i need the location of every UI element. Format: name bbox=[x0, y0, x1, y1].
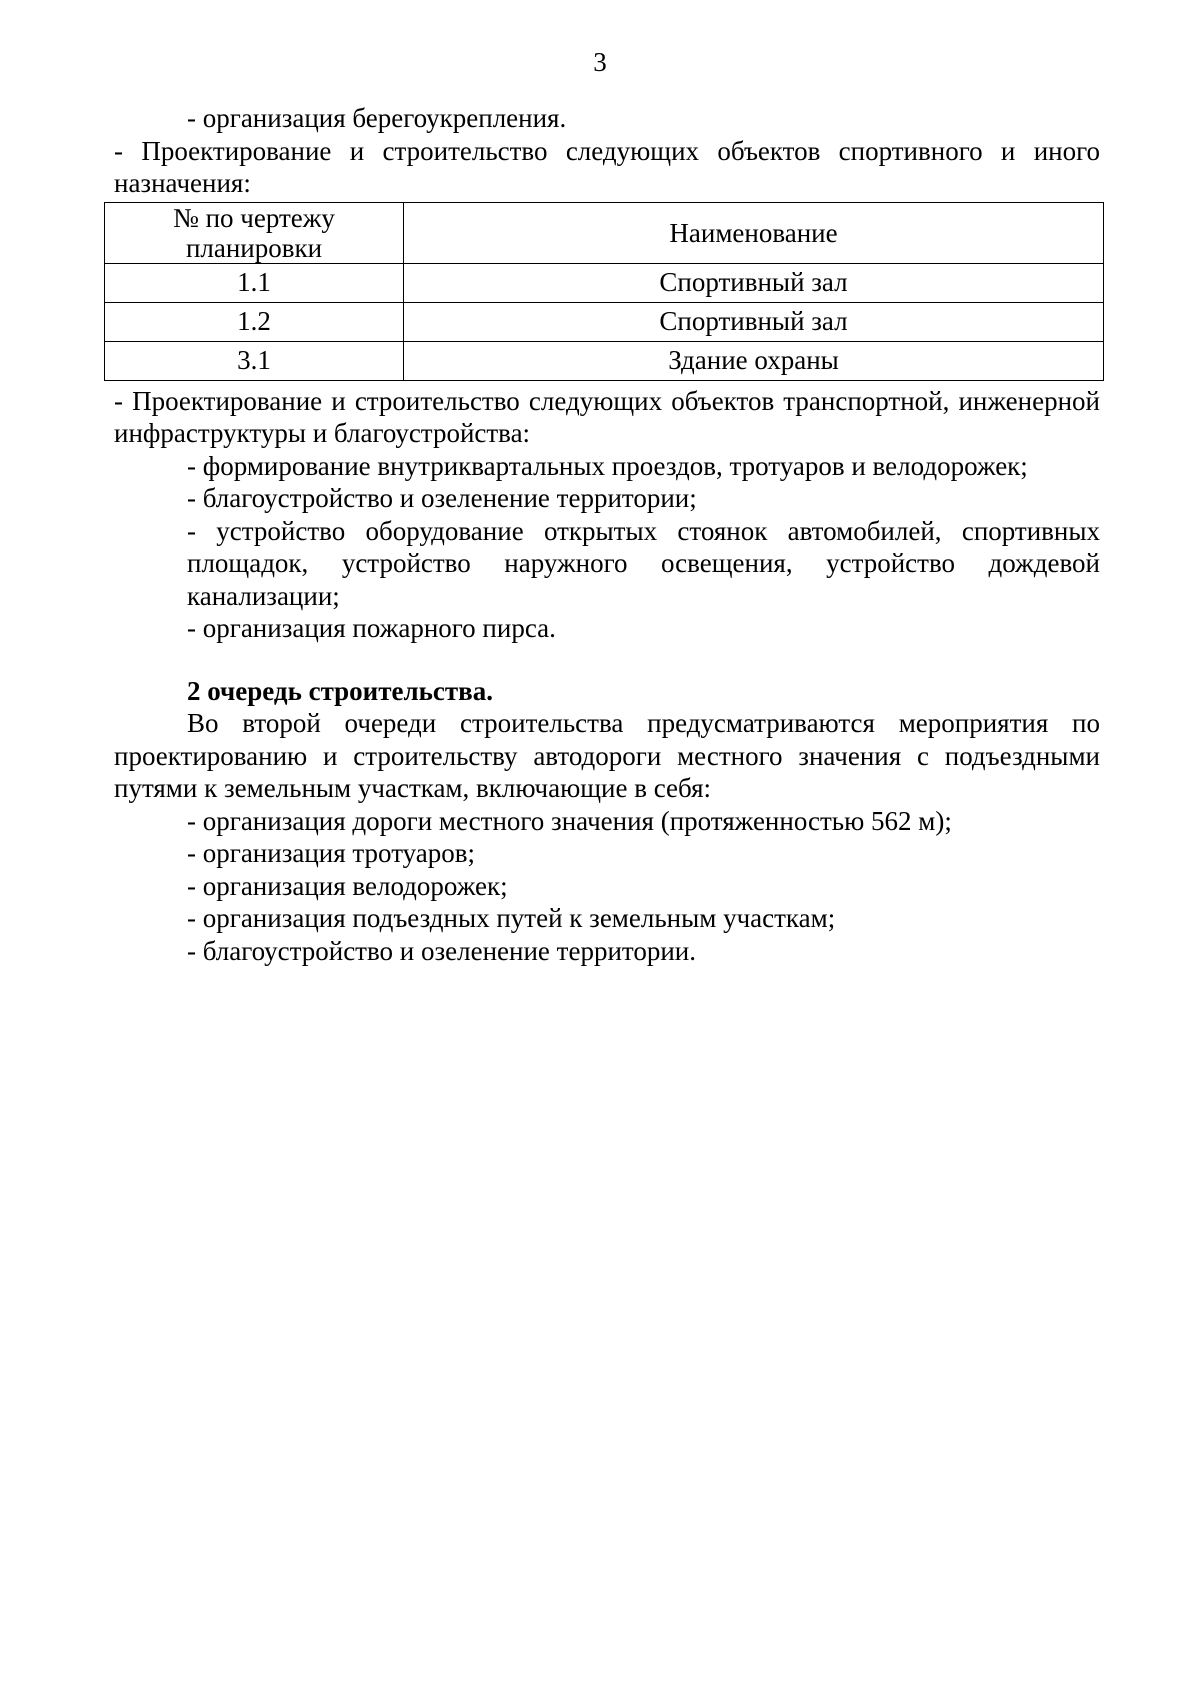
table-header-row bbox=[105, 202, 1104, 263]
list-item: - организация тротуаров; bbox=[187, 838, 476, 868]
list-item: - благоустройство и озеленение территории. bbox=[187, 935, 696, 966]
table-cell-number: 1.1 bbox=[105, 263, 404, 302]
page-number: 3 bbox=[593, 47, 607, 77]
document-body bbox=[114, 102, 1100, 967]
table-cell-number: 3.1 bbox=[105, 341, 404, 380]
table-row bbox=[105, 263, 1104, 302]
table-cell-name: Спортивный зал bbox=[404, 263, 1104, 302]
table-row bbox=[105, 302, 1104, 341]
table-header-drawing-number: № по чертежу планировки bbox=[105, 202, 404, 263]
list-item-shore-protection: - организация берегоукрепления. bbox=[187, 103, 567, 133]
table-header-name: Наименование bbox=[404, 202, 1104, 263]
table-cell-number: 1.2 bbox=[105, 302, 404, 341]
paragraph-sport-objects: - Проектирование и строительство следующих объектов спортивного и иного назначения: bbox=[114, 135, 1100, 198]
list-item: - организация пожарного пирса. bbox=[187, 613, 556, 643]
section-heading-stage-2: 2 очередь строительства. bbox=[187, 675, 493, 706]
table-cell-name: Спортивный зал bbox=[404, 302, 1104, 341]
list-item: - благоустройство и озеленение территории; bbox=[187, 483, 697, 513]
table-row bbox=[105, 341, 1104, 380]
list-item: - организация велодорожек; bbox=[187, 870, 508, 901]
list-item: - организация подъездных путей к земельным участкам; bbox=[187, 903, 836, 933]
list-item: - устройство оборудование открытых стоянок автомобилей, спортивных площадок, устройство наружного освещения, устройство дождевой канализации; bbox=[187, 515, 1100, 611]
objects-table bbox=[104, 202, 1104, 381]
paragraph-stage-2: Во второй очереди строительства предусматриваются мероприятия по проектированию и строительству автодороги местного значения с подъездными путями к земельным участкам, включающие в себя: bbox=[114, 708, 1100, 803]
list-item: - формирование внутриквартальных проездов, тротуаров и велодорожек; bbox=[187, 450, 1028, 481]
table-cell-name: Здание охраны bbox=[404, 341, 1104, 380]
list-item: - организация дороги местного значения (протяженностью 562 м); bbox=[187, 805, 952, 836]
paragraph-infrastructure: - Проектирование и строительство следующих объектов транспортной, инженерной инфраструктуры и благоустройства: bbox=[114, 385, 1100, 448]
